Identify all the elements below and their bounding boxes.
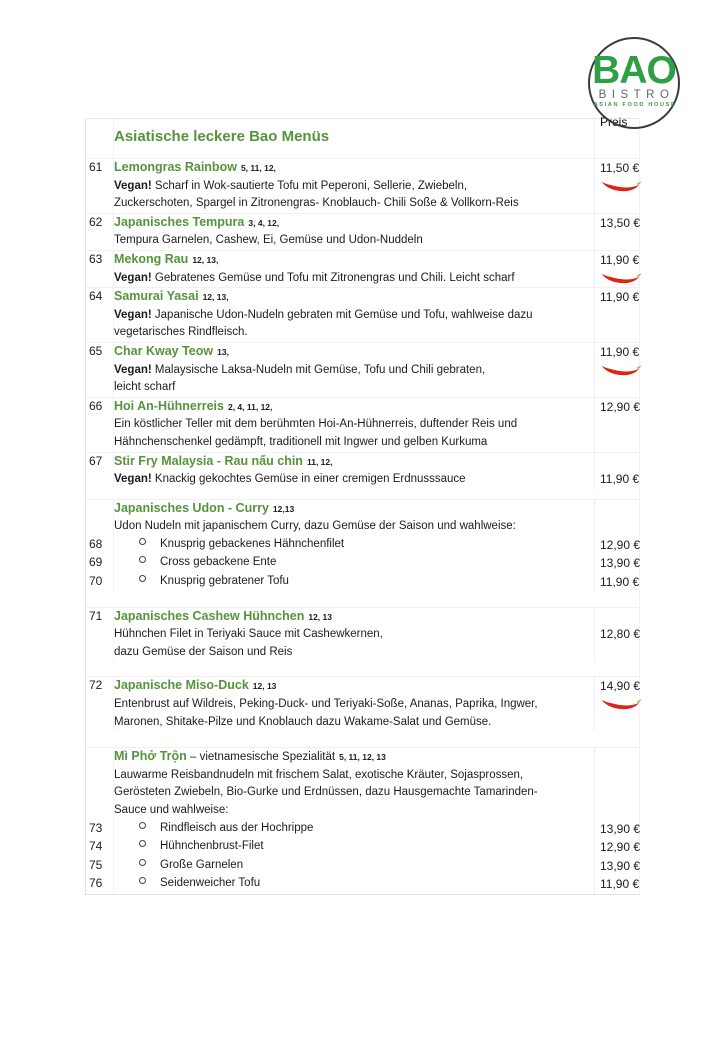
item-price-cell [594,857,641,876]
allergen-numbers: 3, 4, 12, [248,217,280,228]
description-line [114,178,594,196]
allergen-numbers: 12, 13, [192,254,219,265]
menu-row-64 [86,287,639,342]
item-body [114,748,594,819]
item-body [114,159,594,213]
item-price-cell [594,875,641,894]
item-name-line [114,500,594,519]
price-value: 11,90 € [600,472,640,487]
option-bullet-icon [139,840,146,847]
description-segment: Japanische Udon-Nudeln gebraten mit Gemüse und Tofu, wahlweise dazu [151,308,533,321]
item-body [114,251,594,287]
menu-row [86,489,639,499]
price-value: 13,90 € [600,556,641,571]
item-body [114,536,594,555]
allergen-numbers: 12, 13 [252,681,277,692]
item-price-cell [594,677,641,731]
item-number: 61 [86,159,114,213]
option-line [114,820,594,838]
price-value: 12,80 € [600,627,641,642]
item-number: 67 [86,453,114,489]
option-line [114,536,594,554]
option-text: Seidenweicher Tofu [160,877,261,890]
price-value: 11,90 € [600,252,640,267]
item-price-cell [594,288,641,342]
item-number: 68 [86,536,114,555]
item-body [114,838,594,857]
description-line [114,270,594,288]
item-number: 69 [86,554,114,573]
chili-hot-icon [600,363,642,377]
description-segment: Lauwarme Reisbandnudeln mit frischem Salat, exotische Kräuter, Sojasprossen, [114,768,524,781]
item-name: Samurai Yasai [114,289,199,304]
menu-rows [86,158,639,894]
item-body [114,214,594,250]
allergen-numbers: 13, [217,346,229,357]
option-bullet-icon [139,575,146,582]
menu-row [86,661,639,676]
allergen-numbers: 12, 13 [308,611,332,622]
item-price-cell [594,820,641,839]
item-number: 73 [86,820,114,839]
description-segment: Vegan! [114,363,152,376]
description-segment: Zuckerschoten, Spargel in Zitronengras- Knoblauch- Chili Soße & Vollkorn-Reis [114,197,519,210]
allergen-numbers: 11, 12, [306,456,333,467]
menu-row-71 [86,607,639,662]
item-price-cell [594,573,641,592]
price-value: 14,90 € [600,679,641,694]
description-segment: dazu Gemüse der Saison und Reis [114,645,293,658]
item-number: 63 [86,251,114,287]
item-name-line [114,398,594,417]
description-line [114,362,594,380]
item-price-cell [594,251,641,287]
menu-row-70 [86,573,639,592]
menu-row-68 [86,536,639,555]
menu-row [86,592,639,607]
header-number-cell [86,119,114,158]
price-value: 12,90 € [600,840,641,855]
item-body [114,453,594,489]
menu-row-63 [86,250,639,287]
description-segment: Tempura Garnelen, Cashew, Ei, Gemüse und Udon-Nuddeln [114,234,423,247]
price-value: 11,90 € [600,344,640,359]
item-number: 70 [86,573,114,592]
chili-hot-icon [600,697,642,711]
chili-hot-icon [600,271,642,285]
option-bullet-icon [139,822,146,829]
description-line [114,471,594,489]
description-line [114,379,594,397]
description-segment: Sauce und wahlweise: [114,804,229,816]
item-name: Lemongras Rainbow [114,160,237,174]
description-line [114,644,594,662]
item-number: 65 [86,343,114,397]
allergen-numbers: 2, 4, 11, 12, [227,401,273,412]
description-line [114,307,594,325]
item-body [114,500,594,536]
option-text: Knusprig gebratener Tofu [160,575,289,588]
option-text: Cross gebackene Ente [160,556,277,569]
item-name: Char Kway Teow [114,343,214,358]
description-segment: Hähnchenschenkel gedämpft, traditionell mit Ingwer und gelben Kurkuma [114,435,488,448]
description-line [114,626,594,644]
item-body [114,857,594,876]
menu-row [86,731,639,747]
item-price-cell [594,159,641,213]
item-price-cell [594,838,641,857]
menu-row-67 [86,452,639,489]
page-title: Asiatische leckere Bao Menüs [114,128,330,145]
allergen-numbers: 5, 11, 12, 13 [339,752,386,763]
item-name-line [114,748,594,767]
price-value: 11,50 € [600,161,640,175]
description-segment: Udon Nudeln mit japanischem Curry, dazu Gemüse der Saison und wahlweise: [114,520,516,533]
description-line [114,714,594,732]
logo-tagline: ASIAN FOOD HOUSE [593,102,677,109]
item-number: 72 [86,677,114,731]
item-body [114,677,594,731]
item-body [114,343,594,397]
description-line [114,784,594,802]
price-value: 11,90 € [600,290,640,305]
allergen-numbers: 12,13 [272,503,295,514]
item-price-cell [594,214,641,250]
item-name: Mekong Rau [114,251,189,266]
item-number: 62 [86,214,114,250]
item-name-line [114,288,594,307]
menu-header-row [86,115,639,158]
option-bullet-icon [139,556,146,563]
item-number: 76 [86,875,114,894]
option-bullet-icon [139,538,146,545]
price-value: 13,90 € [600,821,641,836]
option-text: Große Garnelen [160,858,244,871]
item-subtitle: – vietnamesische Spezialität [186,751,336,764]
item-number: 66 [86,398,114,452]
description-segment: leicht scharf [114,381,176,394]
item-body [114,554,594,573]
item-price-cell [594,608,641,662]
item-name: Japanisches Udon - Curry [114,500,269,515]
description-segment: Maronen, Shitake-Pilze und Knoblauch dazu Wakame-Salat und Gemüse. [114,715,492,728]
description-line [114,324,594,342]
menu-row-72 [86,676,639,731]
description-segment: Gerösteten Zwiebeln, Bio-Gurke und Erdnüssen, dazu Hausgemachte Tamarinden- [114,786,538,799]
menu-table [85,115,641,895]
description-segment: vegetarisches Rindfleisch. [114,326,248,339]
price-value: 12,90 € [600,399,641,414]
logo-bistro-text: BISTRO [598,88,675,101]
item-price-cell [594,536,641,555]
item-body [114,398,594,452]
description-line [114,195,594,213]
description-line [114,767,594,785]
menu-row-66 [86,397,639,452]
option-line [114,857,594,875]
price-value: 12,90 € [600,537,641,552]
option-text: Knusprig gebackenes Hähnchenfilet [160,537,345,550]
item-name: Mì Phở Trộn [114,749,187,764]
menu-row-69 [86,554,639,573]
price-value: 11,90 € [600,575,640,590]
item-number: 64 [86,288,114,342]
item-number: 71 [86,608,114,662]
option-bullet-icon [139,877,146,884]
menu-row-76 [86,875,639,894]
description-segment: Scharf in Wok-sautierte Tofu mit Peperoni, Sellerie, Zwiebeln, [151,179,468,192]
description-segment: Gebratenes Gemüse und Tofu mit Zitronengras und Chili. Leicht scharf [151,271,515,284]
item-name: Japanische Miso-Duck [114,678,249,693]
menu-row [86,499,639,536]
item-price-cell [594,343,641,397]
price-value: 11,90 € [600,877,640,892]
item-price-cell [594,748,641,819]
description-line [114,232,594,250]
item-name-line [114,159,594,178]
menu-row-75 [86,857,639,876]
price-value: 13,50 € [600,215,641,230]
item-name: Hoi An-Hühnerreis [114,398,224,413]
option-text: Hühnchenbrust-Filet [160,840,264,853]
menu-row-73 [86,820,639,839]
option-line [114,554,594,572]
description-segment: Vegan! [114,271,152,284]
allergen-numbers: 5, 11, 12, [240,163,276,173]
item-number: 75 [86,857,114,876]
logo-bao-text: BAO [592,49,676,92]
description-segment: Knackig gekochtes Gemüse in einer cremigen Erdnusssauce [151,473,466,486]
item-name-line [114,677,594,696]
menu-row-62 [86,213,639,250]
description-segment: Ein köstlicher Teller mit dem berühmten Hoi-An-Hühnerreis, duftender Reis und [114,418,518,431]
price-value: 13,90 € [600,858,641,873]
description-segment: Vegan! [114,473,152,486]
description-line [114,696,594,714]
item-price-cell [594,453,641,489]
item-name-line [114,214,594,233]
item-number: 74 [86,838,114,857]
item-price-cell [594,500,641,536]
price-column-header: Preis [600,115,628,129]
description-segment: Vegan! [114,179,152,192]
option-bullet-icon [139,859,146,866]
option-text: Rindfleisch aus der Hochrippe [160,821,314,834]
item-name: Stir Fry Malaysia - Rau nấu chin [114,453,303,468]
item-price-cell [594,398,641,452]
description-segment: Malaysische Laksa-Nudeln mit Gemüse, Tofu und Chili gebraten, [151,363,486,376]
item-body [114,875,594,894]
menu-row-74 [86,838,639,857]
item-body [114,608,594,662]
item-number [86,500,114,536]
menu-row-61 [86,158,639,213]
item-name-line [114,608,594,627]
item-name-line [114,453,594,472]
item-name: Japanisches Cashew Hühnchen [114,608,305,623]
menu-row [86,747,639,819]
item-name: Japanisches Tempura [114,214,245,229]
chili-hot-icon [600,179,642,193]
item-name-line [114,343,594,362]
menu-row-65 [86,342,639,397]
description-line [114,802,594,820]
item-body [114,820,594,839]
item-body [114,573,594,592]
description-line [114,416,594,434]
description-segment: Entenbrust auf Wildreis, Peking-Duck- und Teriyaki-Soße, Ananas, Paprika, Ingwer, [114,698,538,711]
item-number [86,748,114,819]
bao-bistro-logo [588,37,680,129]
item-price-cell [594,554,641,573]
option-line [114,573,594,591]
option-line [114,875,594,893]
description-line [114,434,594,452]
description-line [114,518,594,536]
option-line [114,838,594,856]
item-name-line [114,251,594,270]
description-segment: Hühnchen Filet in Teriyaki Sauce mit Cashewkernen, [114,628,383,641]
allergen-numbers: 12, 13, [202,292,229,303]
item-body [114,288,594,342]
description-segment: Vegan! [114,308,152,321]
